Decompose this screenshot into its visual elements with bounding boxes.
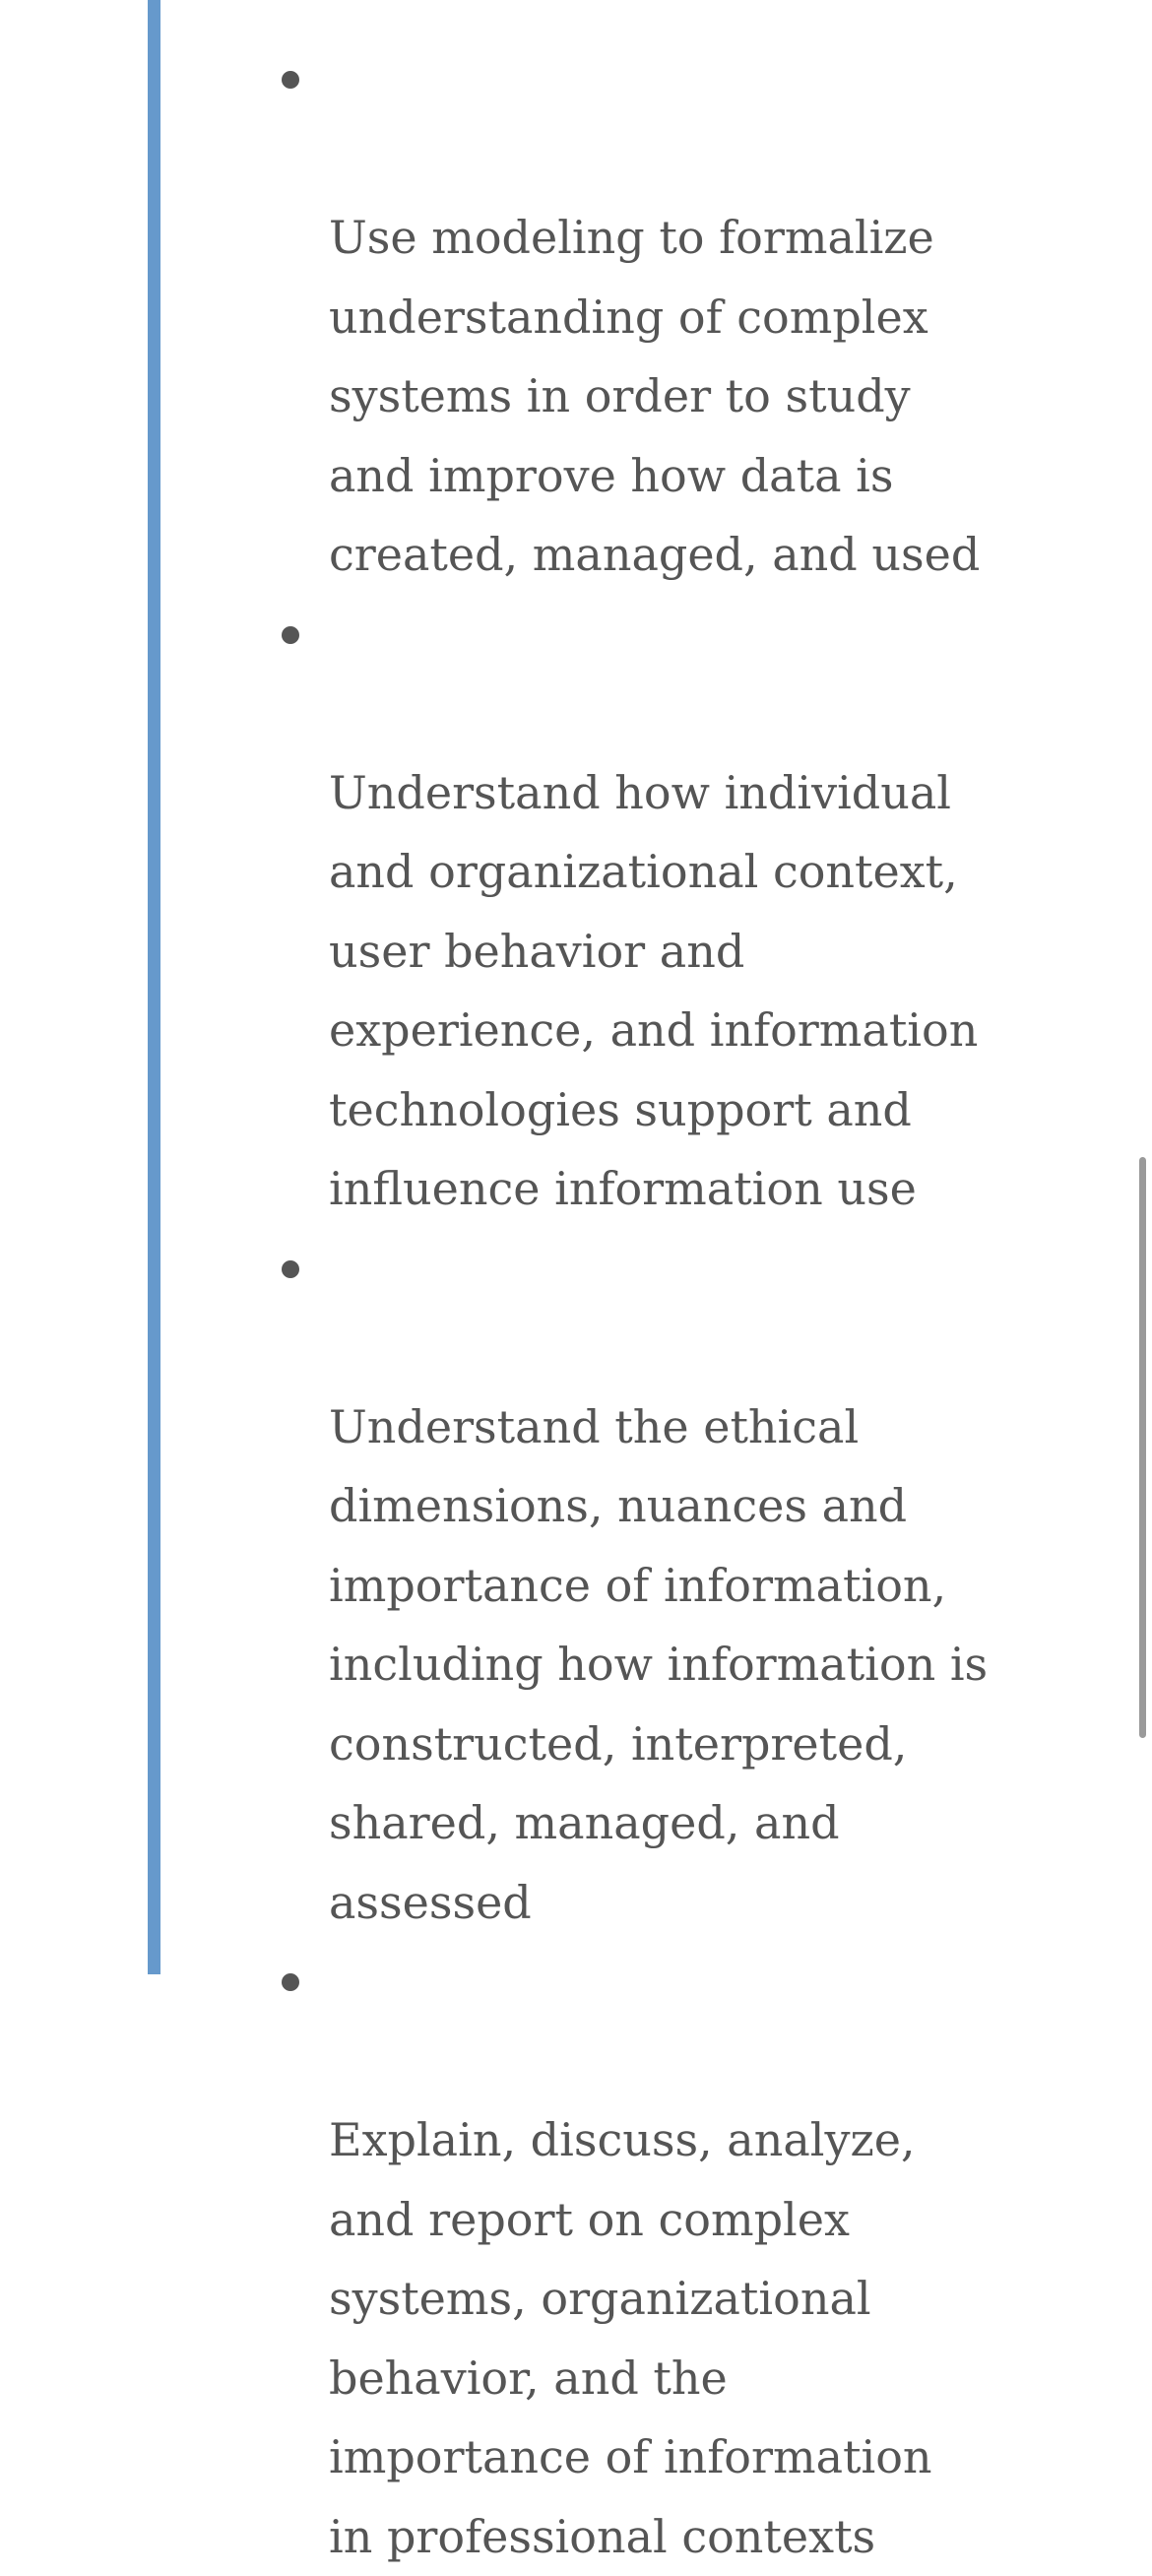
list-item-text: Understand how individual and organizational context, user behavior and experience, and information technologies support and influence information use (329, 765, 979, 1215)
list-item-text: Use modeling to formalize understanding of complex systems in order to study and improve how data is created, managed, and used (329, 211, 981, 581)
list-item (329, 1942, 1038, 2576)
list-item (329, 39, 1038, 595)
bullet-icon (282, 1973, 299, 1991)
scrollbar-thumb[interactable] (1139, 1157, 1146, 1738)
bullet-icon (282, 71, 299, 89)
list-item-text: Explain, discuss, analyze, and report on complex systems, organizational behavior, and the importance of information in professional contexts (329, 2113, 932, 2563)
blockquote-accent-bar (148, 0, 160, 1974)
list-item (329, 595, 1038, 1229)
list-item-text: Understand the ethical dimensions, nuances and importance of information, including how information is constructed, interpreted, shared, managed, and assessed (329, 1399, 989, 1929)
learning-outcomes-list (329, 39, 1038, 2576)
content-area (329, 39, 1038, 2576)
bullet-icon (282, 1260, 299, 1278)
list-item (329, 1229, 1038, 1943)
bullet-icon (282, 626, 299, 644)
